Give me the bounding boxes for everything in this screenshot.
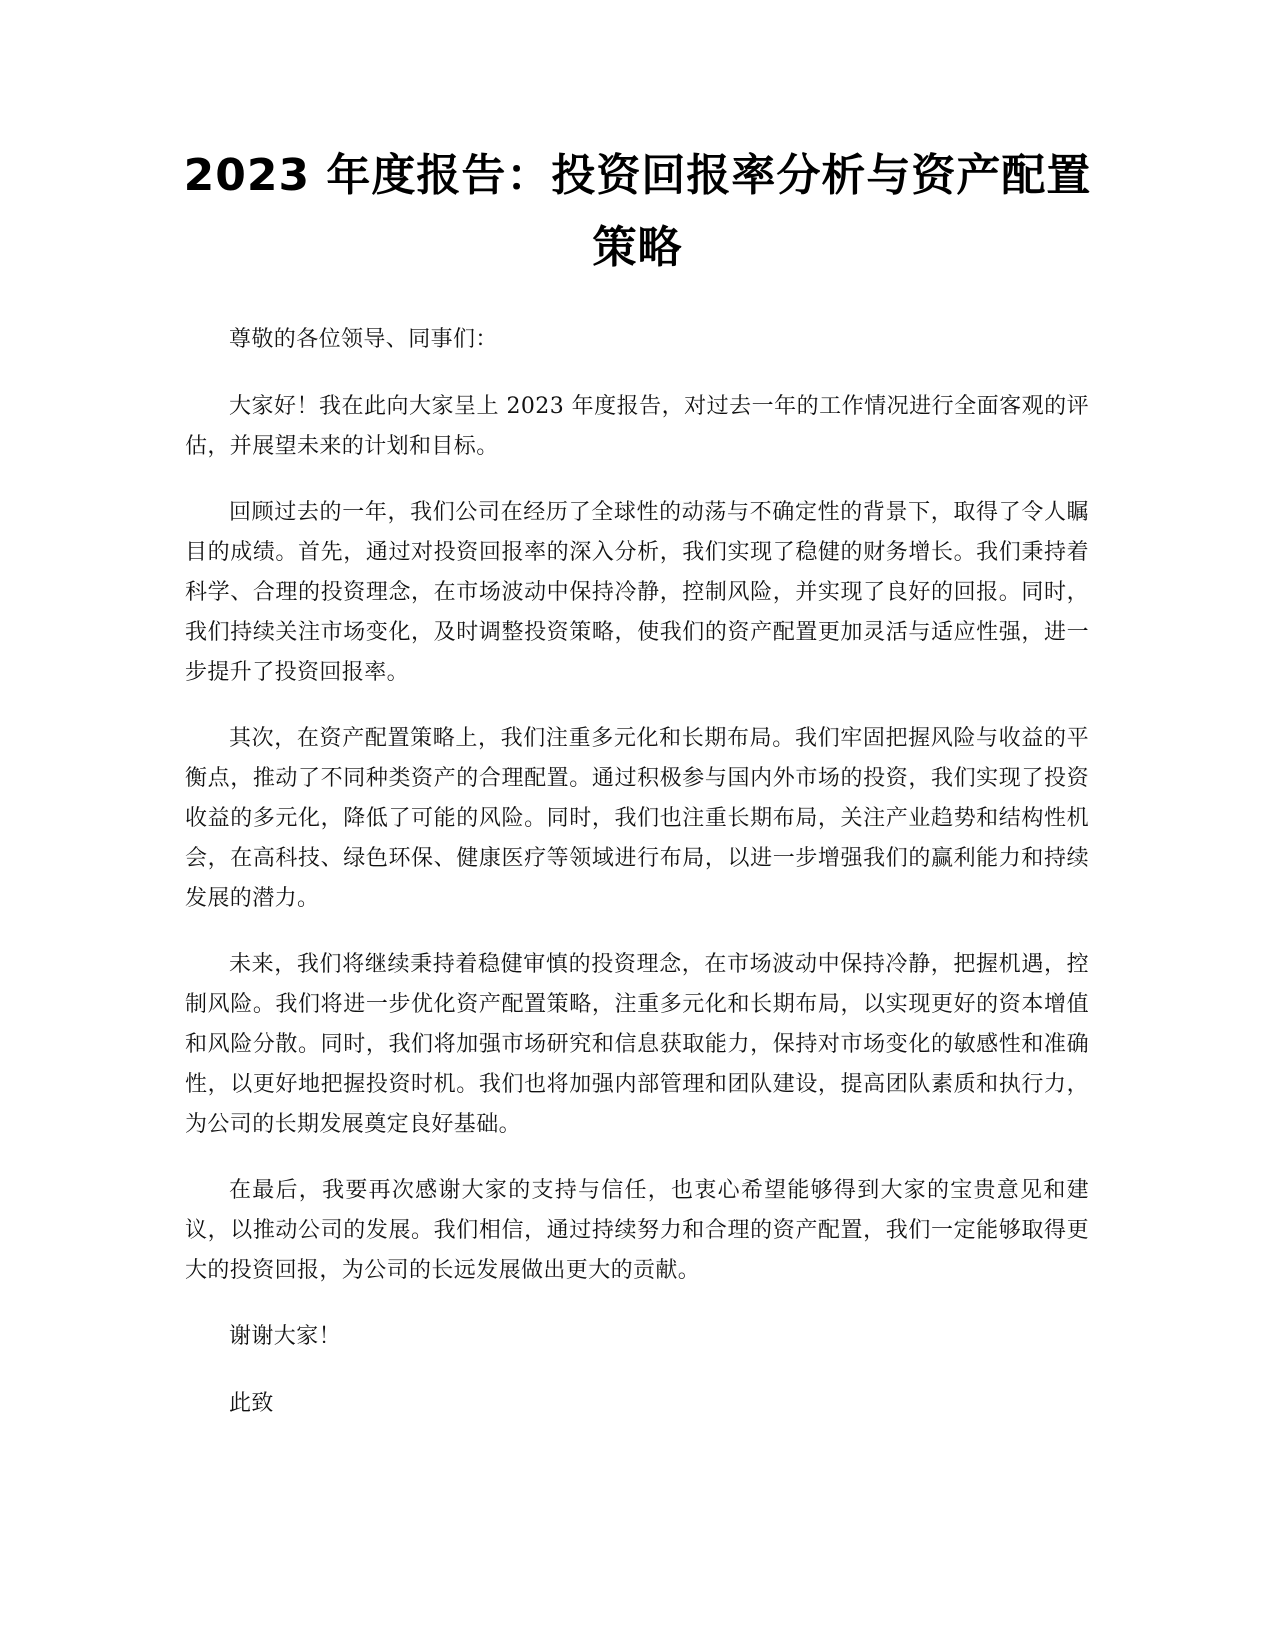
title-line-2: 策略 xyxy=(592,222,683,273)
title-line-1: 2023 年度报告：投资回报率分析与资产配置 xyxy=(183,150,1092,201)
paragraph-review: 回顾过去的一年，我们公司在经历了全球性的动荡与不确定性的背景下，取得了令人瞩目的成绩。首先，通过对投资回报率的深入分析，我们实现了稳健的财务增长。我们秉持着科学、合理的投资理念，在市场波动中保持冷静，控制风险，并实现了良好的回报。同时，我们持续关注市场变化，及时调整投资策略，使我们的资产配置更加灵活与适应性强，进一步提升了投资回报率。 xyxy=(185,500,1089,685)
sign-off: 此致 xyxy=(229,1391,274,1416)
thanks-line: 谢谢大家！ xyxy=(229,1324,342,1349)
paragraph-allocation: 其次，在资产配置策略上，我们注重多元化和长期布局。我们牢固把握风险与收益的平衡点，推动了不同种类资产的合理配置。通过积极参与国内外市场的投资，我们实现了投资收益的多元化，降低了可能的风险。同时，我们也注重长期布局，关注产业趋势和结构性机会，在高科技、绿色环保、健康医疗等领域进行布局，以进一步增强我们的赢利能力和持续发展的潜力。 xyxy=(185,726,1089,911)
page-title xyxy=(150,140,1125,284)
paragraph-closing: 在最后，我要再次感谢大家的支持与信任，也衷心希望能够得到大家的宝贵意见和建议，以推动公司的发展。我们相信，通过持续努力和合理的资产配置，我们一定能够取得更大的投资回报，为公司的长远发展做出更大的贡献。 xyxy=(185,1178,1089,1283)
document-body xyxy=(185,320,1089,1451)
paragraph-greeting: 大家好！我在此向大家呈上 2023 年度报告，对过去一年的工作情况进行全面客观的评估，并展望未来的计划和目标。 xyxy=(185,394,1089,459)
paragraph-future: 未来，我们将继续秉持着稳健审慎的投资理念，在市场波动中保持冷静，把握机遇，控制风险。我们将进一步优化资产配置策略，注重多元化和长期布局，以实现更好的资本增值和风险分散。同时，我们将加强市场研究和信息获取能力，保持对市场变化的敏感性和准确性，以更好地把握投资时机。我们也将加强内部管理和团队建设，提高团队素质和执行力，为公司的长期发展奠定良好基础。 xyxy=(185,952,1089,1137)
salutation: 尊敬的各位领导、同事们： xyxy=(229,327,498,352)
